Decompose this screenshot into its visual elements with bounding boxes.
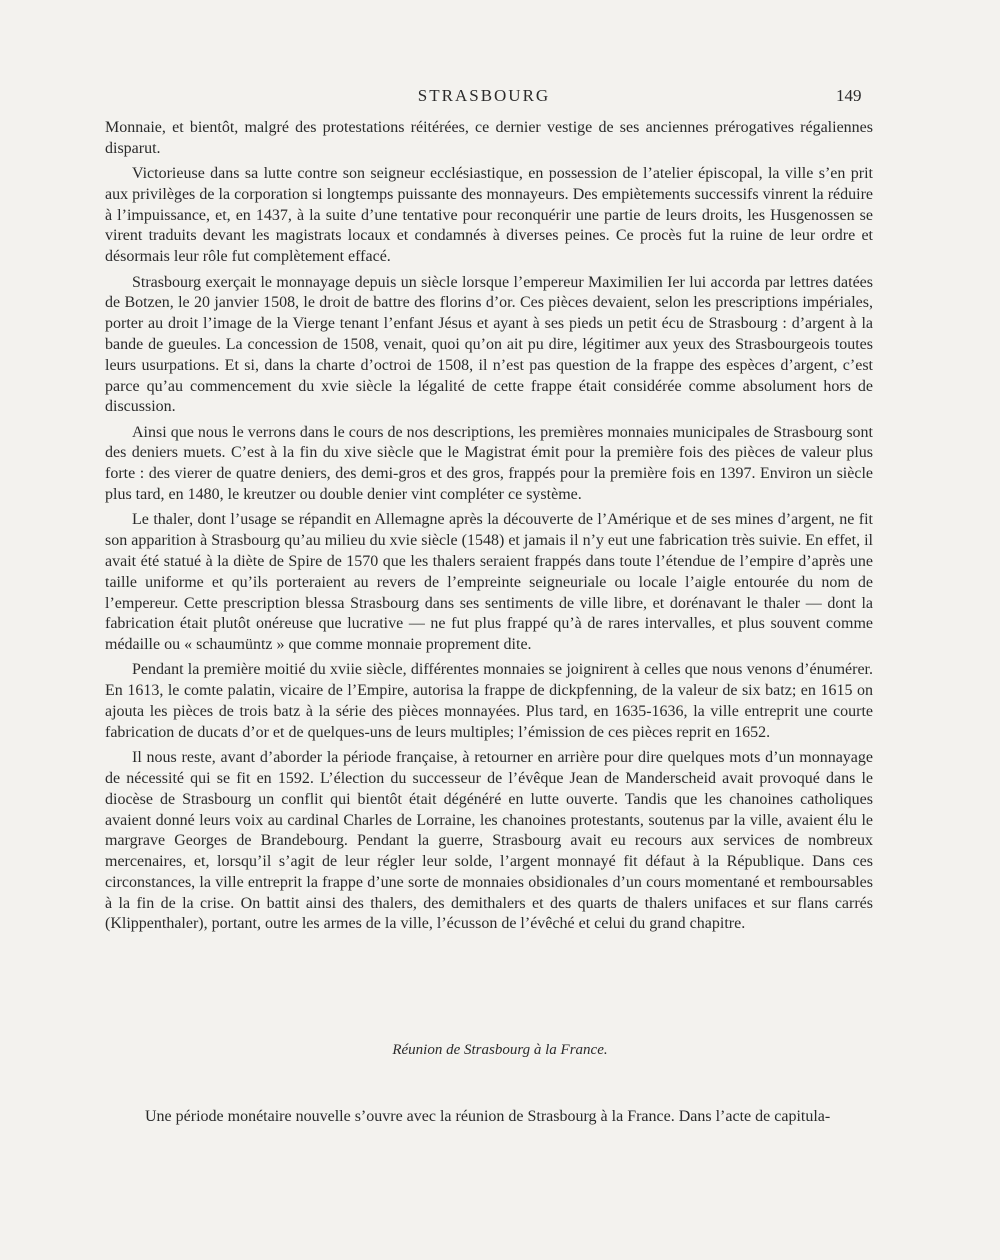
running-head: STRASBOURG <box>417 86 551 105</box>
body-text <box>105 118 873 940</box>
paragraph: Ainsi que nous le verrons dans le cours de nos descriptions, les premières monnaies municipales de Strasbourg sont des deniers muets. C’est à la fin du xive siècle que le Magistrat émit pour la première fois des pièces de valeur plus forte : des vierer de quatre deniers, des demi-gros et des gros, frappés pour la première fois en 1397. Environ un siècle plus tard, en 1480, le kreutzer ou double denier vint compléter ce système. <box>105 423 873 504</box>
section-first-line: Une période monétaire nouvelle s’ouvre avec la réunion de Strasbourg à la France. Dans l’acte de capitula- <box>145 1108 831 1125</box>
paragraph: Strasbourg exerçait le monnayage depuis un siècle lorsque l’empereur Maximilien Ier lui accorda par lettres datées de Botzen, le 20 janvier 1508, le droit de battre des florins d’or. Ces pièces devaient, selon les prescriptions impériales, porter au droit l’image de la Vierge tenant l’enfant Jésus et ayant à ses pieds un petit écu de Strasbourg : d’argent à la bande de gueules. La concession de 1508, venait, quoi qu’on ait pu dire, légitimer aux yeux des Strasbourgeois toutes leurs usurpations. Et si, dans la charte d’octroi de 1508, il n’est pas question de la frappe des espèces d’argent, c’est parce qu’au commencement du xvie siècle la légalité de cette frappe était considérée comme absolument hors de discussion. <box>105 273 873 416</box>
page-number: 149 <box>836 86 862 105</box>
section-heading: Réunion de Strasbourg à la France. <box>392 1042 608 1058</box>
paragraph: Il nous reste, avant d’aborder la période française, à retourner en arrière pour dire quelques mots d’un monnayage de nécessité qui se fit en 1592. L’élection du successeur de l’évêque Jean de Manderscheid avait provoqué dans le diocèse de Strasbourg un conflit qui bientôt était dégénéré en lutte ouverte. Tandis que les chanoines catholiques avaient donné leurs voix au cardinal Charles de Lorraine, les chanoines protestants, soutenus par la ville, avaient élu le margrave Georges de Brandebourg. Pendant la guerre, Strasbourg avait eu recours aux services de nombreux mercenaires, et, lorsqu’il s’agit de leur régler leur solde, l’argent monnayé fit défaut à la République. Dans ces circonstances, la ville entreprit la frappe d’une sorte de monnaies obsidionales d’un cours momentané et remboursables à la fin de la crise. On battit ainsi des thalers, des demithalers et des quarts de thalers unifaces et sur flans carrés (Klippenthaler), portant, outre les armes de la ville, l’écusson de l’évêché et celui du grand chapitre. <box>105 749 873 933</box>
paragraph: Le thaler, dont l’usage se répandit en Allemagne après la découverte de l’Amérique et de ses mines d’argent, ne fit son apparition à Strasbourg qu’au milieu du xvie siècle (1548) et jamais il n’y eut une fabrication très suivie. En effet, il avait été statué à la diète de Spire de 1570 que les thalers seraient frappés dans toute l’étendue de l’empire d’après une taille uniforme et qu’ils porteraient au revers de l’empreinte seigneuriale ou locale l’aigle entourée du nom de l’empereur. Cette prescription blessa Strasbourg dans ses sentiments de ville libre, et dorénavant le thaler — dont la fabrication était plutôt onéreuse que lucrative — ne fut plus frappé qu’à de rares intervalles, et plus souvent comme médaille ou « schaumüntz » que comme monnaie proprement dite. <box>105 511 873 654</box>
paragraph: Monnaie, et bientôt, malgré des protestations réitérées, ce dernier vestige de ses anciennes prérogatives régaliennes disparut. <box>105 119 873 157</box>
paragraph: Victorieuse dans sa lutte contre son seigneur ecclésiastique, en possession de l’atelier épiscopal, la ville s’en prit aux privilèges de la corporation si longtemps puissante des monnayeurs. Des empiètements successifs vinrent la réduire à l’impuissance, et, en 1437, à la suite d’une tentative pour reconquérir une partie de leurs droits, les Husgenossen se virent traduits devant les magistrats locaux et condamnés à diverses peines. Ce procès fut la ruine de leur ordre et désormais leur rôle fut complètement effacé. <box>105 165 873 266</box>
paragraph: Pendant la première moitié du xviie siècle, différentes monnaies se joignirent à celles que nous venons d’énumérer. En 1613, le comte palatin, vicaire de l’Empire, autorisa la frappe de dickpfenning, de la valeur de six batz; en 1615 on ajouta les pièces de trois batz à la série des pièces monnayées. Plus tard, en 1635-1636, la ville entreprit une courte fabrication de ducats d’or et de quelques-uns de leurs multiples; l’émission de ces pièces reprit en 1652. <box>105 661 873 741</box>
